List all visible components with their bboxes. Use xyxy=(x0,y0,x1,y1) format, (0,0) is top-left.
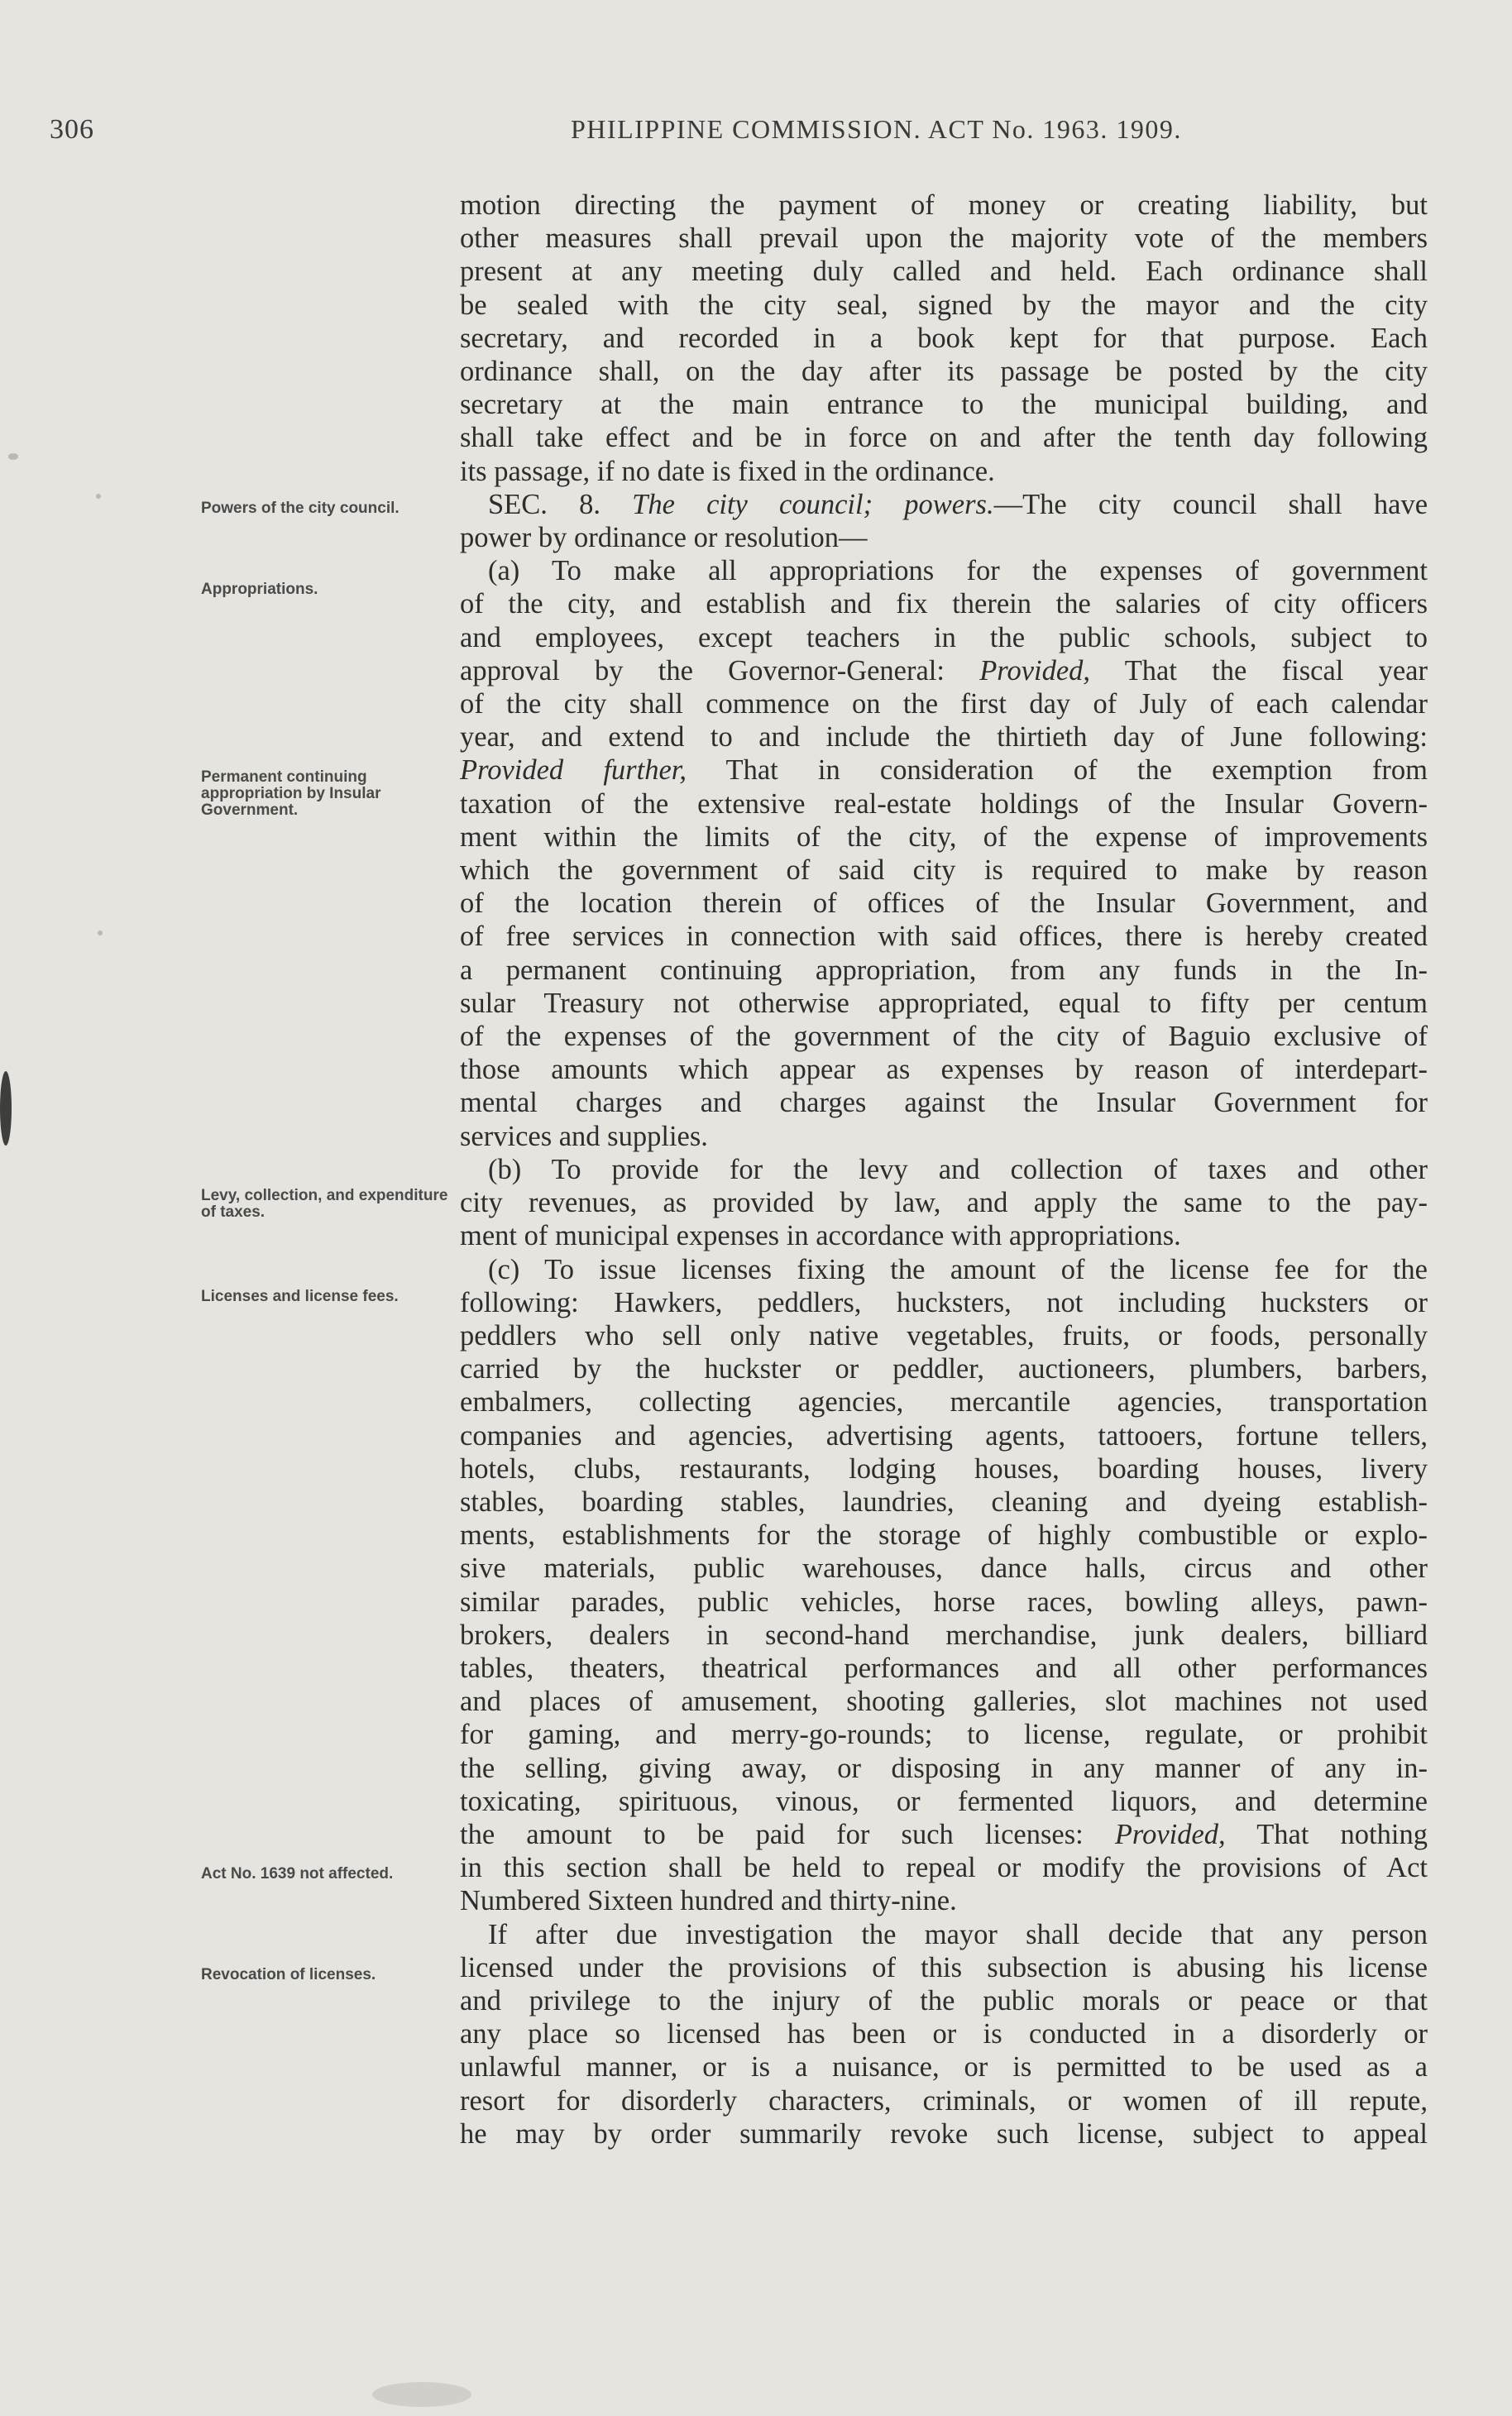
paragraph-section-8 xyxy=(460,488,1428,554)
text-line: present at any meeting duly called and held. Each ordinance shall xyxy=(460,256,1428,288)
text-line: stables, boarding stables, laundries, cleaning and dyeing establish- xyxy=(460,1485,1428,1518)
paragraph-a-appropriations xyxy=(460,554,1428,1153)
text-line: ordinance shall, on the day after its passage be posted by the city xyxy=(460,356,1428,388)
paragraph-revocation xyxy=(460,1918,1428,2150)
scan-edge-mark xyxy=(0,1071,12,1146)
body-text xyxy=(460,189,1428,2150)
text-line: services and supplies. xyxy=(460,1120,708,1152)
text-line: of free services in connection with said offices, there is hereby created xyxy=(460,921,1428,953)
scan-speck xyxy=(8,453,18,460)
text-line: tables, theaters, theatrical performances and all other performances xyxy=(460,1652,1428,1684)
margin-note-levy: Levy, collection, and expenditure of taxes. xyxy=(201,1187,448,1221)
text-line: following: Hawkers, peddlers, hucksters, not including hucksters or xyxy=(460,1286,1428,1318)
text-line: which the government of said city is required to make by reason xyxy=(460,854,1428,887)
text-line: of the location therein of offices of the Insular Government, and xyxy=(460,887,1428,920)
page-header xyxy=(50,114,1307,155)
text-line: those amounts which appear as expenses by reason of interdepart- xyxy=(460,1054,1428,1086)
text-line: sular Treasury not otherwise appropriated, equal to fifty per centum xyxy=(460,987,1428,1019)
text-line: of the city shall commence on the first day of July of each calendar xyxy=(460,688,1428,720)
text-line: for gaming, and merry-go-rounds; to license, regulate, or prohibit xyxy=(460,1719,1428,1751)
text-line: and employees, except teachers in the public schools, subject to xyxy=(460,621,1428,653)
scan-speck xyxy=(96,494,101,499)
margin-note-permanent-appropriation: Permanent continuing appropriation by Insular Government. xyxy=(201,768,381,819)
text-line: its passage, if no date is fixed in the ordinance. xyxy=(460,455,995,487)
text-line: he may by order summarily revoke such license, subject to appeal xyxy=(460,2117,1428,2150)
text-line: of the expenses of the government of the city of Baguio exclusive of xyxy=(460,1021,1428,1053)
text-line: shall take effect and be in force on and after the tenth day following xyxy=(460,422,1428,454)
text-line: city revenues, as provided by law, and apply the same to the pay- xyxy=(460,1187,1428,1219)
text-line: other measures shall prevail upon the majority vote of the members xyxy=(460,222,1428,255)
text-line: the amount to be paid for such licenses: Provided, That nothing xyxy=(460,1818,1428,1850)
text-line: motion directing the payment of money or creating liability, but xyxy=(460,189,1428,221)
text-line: and privilege to the injury of the public morals or peace or that xyxy=(460,1984,1428,2017)
text-line: carried by the huckster or peddler, auctioneers, plumbers, barbers, xyxy=(460,1353,1428,1385)
text-line: power by ordinance or resolution— xyxy=(460,522,868,554)
text-line: the selling, giving away, or disposing in any manner of any in- xyxy=(460,1752,1428,1784)
paragraph-b-taxes xyxy=(460,1153,1428,1253)
text-line: any place so licensed has been or is conducted in a disorderly or xyxy=(460,2018,1428,2050)
text-line: (c) To issue licenses fixing the amount of the license fee for the xyxy=(488,1253,1428,1285)
text-line: resort for disorderly characters, criminals, or women of ill repute, xyxy=(460,2084,1428,2117)
section-heading-line: SEC. 8. The city council; powers.—The city council shall have xyxy=(488,488,1428,520)
margin-note-revocation: Revocation of licenses. xyxy=(201,1966,376,1983)
scan-smudge xyxy=(372,2382,471,2407)
running-head: PHILIPPINE COMMISSION. ACT No. 1963. 1909. xyxy=(571,114,1182,144)
text-line: ment within the limits of the city, of the expense of improvements xyxy=(460,820,1428,853)
text-line: a permanent continuing appropriation, from any funds in the In- xyxy=(460,954,1428,986)
paragraph-c-licenses xyxy=(460,1253,1428,1918)
text-line: licensed under the provisions of this subsection is abusing his license xyxy=(460,1951,1428,1983)
text-line: year, and extend to and include the thirtieth day of June following: xyxy=(460,721,1428,754)
text-line: ments, establishments for the storage of highly combustible or explo- xyxy=(460,1519,1428,1552)
text-line: in this section shall be held to repeal or modify the provisions of Act xyxy=(460,1852,1428,1884)
scan-speck xyxy=(98,931,103,935)
paragraph-ordinance-passage xyxy=(460,189,1428,488)
text-line: mental charges and charges against the Insular Government for xyxy=(460,1087,1428,1119)
text-line: Provided further, That in consideration of the exemption from xyxy=(460,754,1428,787)
page-number: 306 xyxy=(50,114,94,145)
text-line: embalmers, collecting agencies, mercantile agencies, transportation xyxy=(460,1386,1428,1419)
text-line: unlawful manner, or is a nuisance, or is permitted to be used as a xyxy=(460,2051,1428,2084)
text-line: and places of amusement, shooting galleries, slot machines not used xyxy=(460,1686,1428,1718)
text-line: (a) To make all appropriations for the expenses of government xyxy=(488,555,1428,587)
margin-note-powers: Powers of the city council. xyxy=(201,500,400,517)
text-line: sive materials, public warehouses, dance halls, circus and other xyxy=(460,1552,1428,1585)
text-line: Numbered Sixteen hundred and thirty-nine. xyxy=(460,1885,957,1917)
text-line: approval by the Governor-General: Provided, That the fiscal year xyxy=(460,654,1428,687)
text-line: similar parades, public vehicles, horse races, bowling alleys, pawn- xyxy=(460,1586,1428,1618)
text-line: ment of municipal expenses in accordance with appropriations. xyxy=(460,1220,1181,1252)
text-line: companies and agencies, advertising agents, tattooers, fortune tellers, xyxy=(460,1419,1428,1452)
margin-note-licenses: Licenses and license fees. xyxy=(201,1288,399,1305)
text-line: taxation of the extensive real-estate holdings of the Insular Govern- xyxy=(460,787,1428,820)
text-line: be sealed with the city seal, signed by the mayor and the city xyxy=(460,289,1428,321)
text-line: toxicating, spirituous, vinous, or fermented liquors, and determine xyxy=(460,1785,1428,1817)
text-line: peddlers who sell only native vegetables, fruits, or foods, personally xyxy=(460,1319,1428,1352)
margin-note-act-1639: Act No. 1639 not affected. xyxy=(201,1865,394,1883)
text-line: (b) To provide for the levy and collection of taxes and other xyxy=(488,1153,1428,1185)
text-line: of the city, and establish and fix therein the salaries of city officers xyxy=(460,588,1428,620)
text-line: If after due investigation the mayor shall decide that any person xyxy=(488,1918,1428,1950)
text-line: secretary at the main entrance to the municipal building, and xyxy=(460,389,1428,421)
margin-note-appropriations: Appropriations. xyxy=(201,581,318,598)
text-line: brokers, dealers in second-hand merchandise, junk dealers, billiard xyxy=(460,1619,1428,1651)
text-line: secretary, and recorded in a book kept for that purpose. Each xyxy=(460,322,1428,354)
text-line: hotels, clubs, restaurants, lodging houses, boarding houses, livery xyxy=(460,1452,1428,1485)
